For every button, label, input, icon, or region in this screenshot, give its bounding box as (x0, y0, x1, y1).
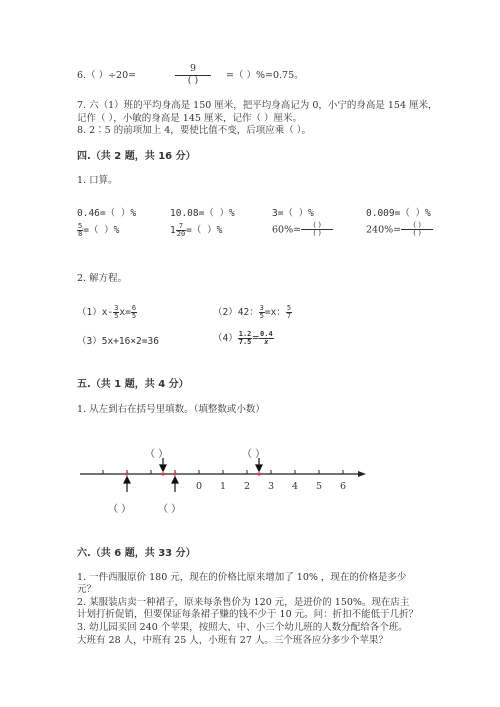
s5-q1-title: 1. 从左到右在括号里填数。（填整数或小数） (77, 404, 265, 415)
oral-calc-3: 3=（ ）% (272, 208, 314, 219)
tick-label-3: 3 (268, 481, 275, 492)
blank-bottom-left: （ ） (108, 504, 132, 515)
oral-calc-5-tail: =（ ）% (83, 225, 120, 236)
blank-top-left: （ ） (145, 449, 169, 460)
oral-calc-8-lead: 240%= (366, 224, 402, 236)
oral-calc-4: 0.009=（ ）% (366, 208, 431, 219)
equation-3: （3）5x+16×2=36 (77, 336, 159, 347)
point-marker (161, 472, 164, 475)
fraction-denominator: 7.5 (238, 338, 252, 346)
problem-3-line2: 大班有 28 人，中班有 25 人，小班有 27 人。三个班各应分多少个苹果？ (77, 635, 388, 646)
fraction-denominator: 8 (78, 230, 83, 238)
section-4-title: 四.（共 2 题，共 16 分） (77, 151, 196, 162)
tick-label-5: 5 (316, 481, 323, 492)
point-marker (125, 472, 128, 475)
problem-1-line1: 1. 一件西服原价 180 元，现在的价格比原来增加了 10% ，现在的价格是多少 (77, 572, 407, 583)
fraction-numerator: 3 (259, 304, 264, 312)
fraction-numerator: 7 (176, 223, 186, 231)
s4-q1-title: 1. 口算。 (77, 175, 118, 186)
oral-calc-7-lead: 60%= (272, 224, 302, 236)
problem-2-line1: 2. 某服装店卖一种裙子，原来每条售价为 120 元，是进价的 150%。现在店主 (77, 597, 410, 608)
tick-label-6: 6 (340, 481, 347, 492)
tick-label-1: 1 (220, 481, 227, 492)
fraction-denominator: 7 (286, 312, 292, 320)
fraction-denominator: x (264, 338, 269, 346)
tick-label-2: 2 (244, 481, 251, 492)
blank-bottom-right: （ ） (158, 504, 182, 515)
problem-1-line2: 元？ (77, 584, 97, 595)
equation-1-mid: x= (119, 307, 131, 318)
fraction-numerator: 5 (78, 222, 83, 230)
problem-2-line2: 计划打折促销，但要保证每条裙子赚的钱不少于 10 元。问：折扣不能低于几折？ (77, 609, 419, 620)
fraction-denominator: ( ) (313, 229, 321, 238)
section-6-title: 六.（共 6 题，共 33 分） (77, 548, 196, 559)
equation-4-mid: = (252, 331, 260, 344)
q8-text: 8. 2∶5 的前项加上 4，要使比值不变，后项应乘（ ）。 (77, 125, 312, 136)
oral-calc-2: 10.08=（ ）% (170, 208, 235, 219)
equation-2-lead: （2）42： (213, 307, 259, 318)
equation-1-lead: （1）x- (77, 307, 114, 318)
fraction-numerator: 0.4 (260, 330, 273, 338)
equation-4-lead: （4） (213, 333, 238, 344)
q6-tail: =（ ）%=0.75。 (226, 70, 304, 81)
number-line-arrows (124, 458, 262, 492)
q7-line2: 记作（ ），小敏的身高是 145 厘米，记作（ ）厘米。 (77, 113, 302, 124)
fraction-numerator: 1.2 (238, 330, 252, 338)
tick-label-0: 0 (196, 481, 203, 492)
problem-3-line1: 3. 幼儿园买回 240 个苹果，按照大、中、小三个幼儿班的人数分配给各个班。 (77, 622, 408, 633)
fraction-numerator: 5 (286, 304, 292, 312)
fraction-denominator: 20 (176, 230, 186, 238)
section-5-title: 五.（共 1 题，共 4 分） (77, 379, 189, 390)
q6-fraction-numerator: 9 (175, 64, 211, 76)
point-marker (173, 472, 176, 475)
tick-label-4: 4 (292, 481, 299, 492)
fraction-denominator: ( ) (413, 229, 421, 238)
q6-lead: 6.（ ）÷20= (77, 70, 137, 81)
fraction-numerator: ( ) (301, 222, 333, 230)
equation-2-mid: =x： (264, 307, 286, 318)
point-marker (257, 472, 260, 475)
blank-top-right: （ ） (242, 449, 266, 460)
oral-calc-6-tail: =（ ）% (186, 225, 223, 236)
q6-fraction-denominator: ( ) (187, 74, 199, 86)
fraction-denominator: 5 (114, 312, 119, 320)
fraction-denominator: 5 (259, 312, 264, 320)
oral-calc-1: 0.46=（ ）% (77, 208, 137, 219)
fraction-denominator: 5 (131, 312, 137, 320)
fraction-numerator: 3 (114, 304, 119, 312)
fraction-numerator: 6 (131, 304, 137, 312)
q7-line1: 7. 六（1）班的平均身高是 150 厘米，把平均身高记为 0，小宁的身高是 154 厘米， (77, 100, 438, 111)
fraction-numerator: ( ) (401, 222, 433, 230)
s4-q2-title: 2. 解方程。 (77, 273, 128, 284)
mixed-whole: 1 (170, 225, 176, 236)
